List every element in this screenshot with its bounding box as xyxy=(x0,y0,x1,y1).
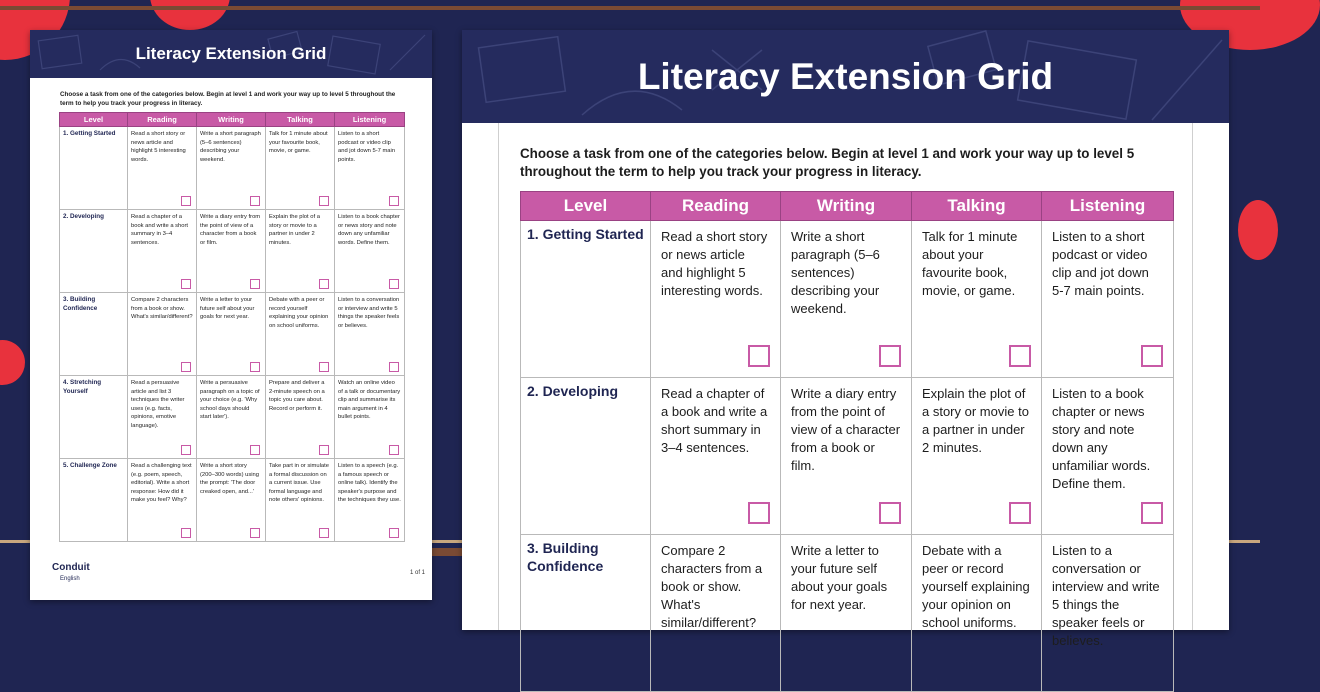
decor-circle-right-mid xyxy=(1238,200,1278,260)
task-text: Write a letter to your future self about your goals for next year. xyxy=(791,543,888,612)
intro-text: Choose a task from one of the categories below. Begin at level 1 and work your way up to level 5 throughout the term to help you track your progress in literacy. xyxy=(60,91,396,107)
intro-text: Choose a task from one of the categories below. Begin at level 1 and work your way up to level 5 throughout the term to help you track your progress in literacy. xyxy=(520,146,1135,179)
task-cell xyxy=(197,210,266,293)
col-header-talking: Talking xyxy=(912,192,1042,221)
task-checkbox[interactable] xyxy=(1141,345,1163,367)
table-header-row xyxy=(521,192,1174,221)
col-header-reading: Reading xyxy=(128,113,197,127)
task-checkbox[interactable] xyxy=(250,279,260,289)
task-cell xyxy=(912,535,1042,692)
col-header-level: Level xyxy=(60,113,128,127)
task-text: Read a short story or news article and highlight 5 interesting words. xyxy=(661,229,768,298)
task-text: Listen to a conversation or interview and write 5 things the speaker feels or believes. xyxy=(338,297,400,329)
task-checkbox[interactable] xyxy=(181,279,191,289)
grid-table xyxy=(520,191,1174,692)
task-checkbox[interactable] xyxy=(319,445,329,455)
table-row xyxy=(60,376,405,459)
decor-stripe-top xyxy=(0,6,1260,10)
task-checkbox[interactable] xyxy=(319,528,329,538)
task-cell xyxy=(266,293,335,376)
task-cell xyxy=(128,127,197,210)
table-row xyxy=(60,127,405,210)
col-header-talking: Talking xyxy=(266,113,335,127)
task-text: Write a diary entry from the point of view of a character from a book or film. xyxy=(791,386,901,473)
task-checkbox[interactable] xyxy=(389,528,399,538)
task-text: Listen to a short podcast or video clip and jot down 5-7 main points. xyxy=(1052,229,1149,298)
col-header-writing: Writing xyxy=(781,192,912,221)
task-checkbox[interactable] xyxy=(181,362,191,372)
task-cell xyxy=(128,376,197,459)
task-checkbox[interactable] xyxy=(181,196,191,206)
task-cell xyxy=(912,221,1042,378)
task-text: Listen to a conversation or interview and write 5 things the speaker feels or believes. xyxy=(1052,543,1160,648)
worksheet-zoomed xyxy=(462,30,1229,648)
sheet-banner xyxy=(462,30,1229,123)
level-cell: 4. Stretching Yourself xyxy=(60,376,128,459)
task-text: Listen to a book chapter or news story and note down any unfamiliar words. Define them. xyxy=(1052,386,1151,491)
level-cell: 2. Developing xyxy=(60,210,128,293)
task-checkbox[interactable] xyxy=(879,345,901,367)
task-text: Prepare and deliver a 2-minute speech on a topic you care about. Record or perform it. xyxy=(269,380,325,412)
table-header-row xyxy=(60,113,405,127)
sheet-banner xyxy=(30,30,432,78)
task-checkbox[interactable] xyxy=(250,445,260,455)
task-cell xyxy=(781,378,912,535)
task-text: Explain the plot of a story or movie to a partner in under 2 minutes. xyxy=(922,386,1029,455)
task-cell xyxy=(335,210,405,293)
task-cell xyxy=(651,378,781,535)
table-row xyxy=(60,459,405,542)
task-checkbox[interactable] xyxy=(181,445,191,455)
task-text: Read a short story or news article and highlight 5 interesting words. xyxy=(131,131,186,163)
task-checkbox[interactable] xyxy=(1141,502,1163,524)
col-header-reading: Reading xyxy=(651,192,781,221)
task-checkbox[interactable] xyxy=(250,362,260,372)
task-text: Listen to a speech (e.g. a famous speech or online talk). Identify the speaker's purpose and the techniques they use. xyxy=(338,463,401,504)
task-cell xyxy=(197,293,266,376)
task-checkbox[interactable] xyxy=(250,196,260,206)
task-text: Write a diary entry from the point of view of a character from a book or film. xyxy=(200,214,261,246)
task-text: Listen to a book chapter or news story and note down any unfamiliar words. Define them. xyxy=(338,214,400,246)
sheet-title: Literacy Extension Grid xyxy=(637,56,1054,97)
task-cell xyxy=(1042,535,1174,692)
table-row xyxy=(521,221,1174,378)
task-text: Compare 2 characters from a book or show. What's similar/different? xyxy=(661,543,763,630)
level-cell: 1. Getting Started xyxy=(521,221,651,378)
task-cell xyxy=(1042,378,1174,535)
brand-subtitle: English xyxy=(60,576,80,582)
task-text: Talk for 1 minute about your favourite book, movie, or game. xyxy=(922,229,1018,298)
task-checkbox[interactable] xyxy=(1009,502,1031,524)
task-text: Read a chapter of a book and write a short summary in 3–4 sentences. xyxy=(661,386,768,455)
task-cell xyxy=(266,127,335,210)
page-margin-left xyxy=(498,123,499,630)
task-cell xyxy=(1042,221,1174,378)
task-text: Write a letter to your future self about your goals for next year. xyxy=(200,297,255,321)
task-text: Talk for 1 minute about your favourite book, movie, or game. xyxy=(269,131,328,155)
sheet-title: Literacy Extension Grid xyxy=(135,44,327,63)
decor-circle-left-mid xyxy=(0,340,25,385)
task-checkbox[interactable] xyxy=(389,445,399,455)
task-checkbox[interactable] xyxy=(389,196,399,206)
task-checkbox[interactable] xyxy=(879,502,901,524)
page-margin-right xyxy=(1192,123,1193,630)
task-checkbox[interactable] xyxy=(389,362,399,372)
task-checkbox[interactable] xyxy=(319,279,329,289)
task-cell xyxy=(781,535,912,692)
brand-logo: Conduit xyxy=(52,562,90,573)
task-cell xyxy=(335,293,405,376)
task-cell xyxy=(651,535,781,692)
task-text: Compare 2 characters from a book or show. What's similar/different? xyxy=(131,297,193,321)
task-cell xyxy=(197,127,266,210)
task-cell xyxy=(197,459,266,542)
col-header-listening: Listening xyxy=(335,113,405,127)
table-row xyxy=(521,535,1174,692)
task-text: Watch an online video of a talk or documentary clip and summarise its main argument in 4 bullet points. xyxy=(338,380,401,421)
task-text: Explain the plot of a story or movie to a partner in under 2 minutes. xyxy=(269,214,320,246)
decor-circle-top-mid xyxy=(150,0,230,30)
task-cell xyxy=(335,127,405,210)
table-row xyxy=(521,378,1174,535)
task-cell xyxy=(781,221,912,378)
grid-table xyxy=(59,112,405,542)
col-header-level: Level xyxy=(521,192,651,221)
task-cell xyxy=(128,293,197,376)
task-cell xyxy=(651,221,781,378)
page-number: 1 of 1 xyxy=(410,570,426,576)
level-cell: 1. Getting Started xyxy=(60,127,128,210)
task-text: Write a short story (200–300 words) using the prompt: 'The door creaked open, and...' xyxy=(200,463,259,495)
task-cell xyxy=(335,376,405,459)
col-header-writing: Writing xyxy=(197,113,266,127)
task-checkbox[interactable] xyxy=(319,196,329,206)
task-checkbox[interactable] xyxy=(748,345,770,367)
task-cell xyxy=(912,378,1042,535)
level-cell: 5. Challenge Zone xyxy=(60,459,128,542)
level-cell: 3. Building Confidence xyxy=(60,293,128,376)
level-cell: 3. Building Confidence xyxy=(521,535,651,692)
task-text: Write a short paragraph (5–6 sentences) describing your weekend. xyxy=(791,229,880,316)
task-text: Read a challenging text (e.g. poem, speech, editorial). Write a short response: How did it make you feel? Why? xyxy=(131,463,192,504)
task-text: Read a persuasive article and list 3 techniques the writer uses (e.g. facts, opinions, emotive language). xyxy=(131,380,185,429)
task-text: Debate with a peer or record yourself explaining your opinion on school uniforms. xyxy=(922,543,1030,630)
task-checkbox[interactable] xyxy=(389,279,399,289)
task-text: Take part in or simulate a formal discussion on a current issue. Use formal language and note others' opinions. xyxy=(269,463,329,504)
task-cell xyxy=(266,376,335,459)
task-checkbox[interactable] xyxy=(748,502,770,524)
task-text: Write a persuasive paragraph on a topic of your choice (e.g. 'Why school days should start later'). xyxy=(200,380,260,421)
table-row xyxy=(60,293,405,376)
task-text: Read a chapter of a book and write a short summary in 3–4 sentences. xyxy=(131,214,189,246)
worksheet-preview-small xyxy=(30,30,432,600)
task-text: Write a short paragraph (5–6 sentences) describing your weekend. xyxy=(200,131,261,163)
task-text: Debate with a peer or record yourself explaining your opinion on school uniforms. xyxy=(269,297,329,329)
task-checkbox[interactable] xyxy=(250,528,260,538)
task-cell xyxy=(128,210,197,293)
col-header-listening: Listening xyxy=(1042,192,1174,221)
level-cell: 2. Developing xyxy=(521,378,651,535)
task-checkbox[interactable] xyxy=(319,362,329,372)
task-text: Listen to a short podcast or video clip and jot down 5-7 main points. xyxy=(338,131,396,163)
task-cell xyxy=(128,459,197,542)
task-checkbox[interactable] xyxy=(1009,345,1031,367)
task-cell xyxy=(197,376,266,459)
task-checkbox[interactable] xyxy=(181,528,191,538)
table-row xyxy=(60,210,405,293)
task-cell xyxy=(335,459,405,542)
task-cell xyxy=(266,210,335,293)
task-cell xyxy=(266,459,335,542)
